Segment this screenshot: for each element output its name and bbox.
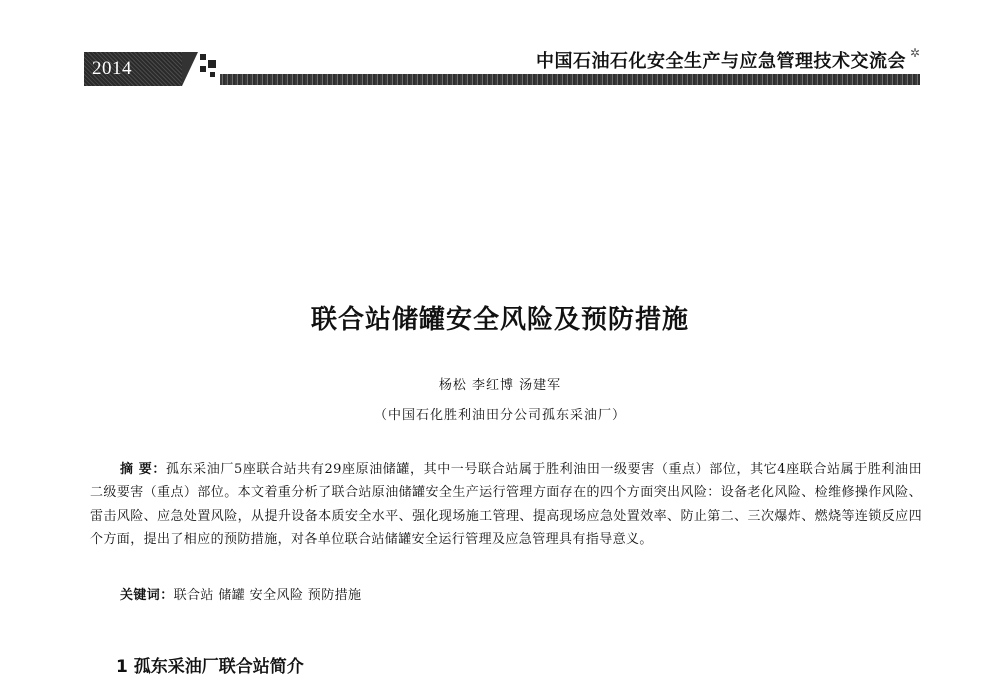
abstract-label: 摘 要：: [120, 462, 166, 477]
header-rule: [220, 74, 920, 85]
journal-title: 中国石油石化安全生产与应急管理技术交流会: [536, 51, 906, 72]
section-heading: 1 孤东采油厂联合站简介: [116, 657, 304, 677]
keywords: [120, 584, 361, 603]
keywords-text: 联合站 储罐 安全风险 预防措施: [173, 588, 362, 603]
keywords-label: 关键词：: [120, 588, 174, 603]
abstract-text: 孤东采油厂5座联合站共有29座原油储罐，其中一号联合站属于胜利油田一级要害（重点）部位，其它4座联合站属于胜利油田二级要害（重点）部位。本文着重分析了联合站原油储罐安全生产运行管理方面存在的四个方面突出风险：设备老化风险、检维修操作风险、雷击风险、应急处置风险，从提升设备本质安全水平、强化现场施工管理、提高现场应急处置效率、防止第二、三次爆炸、燃烧等连锁反应四个方面，提出了相应的预防措施，对各单位联合站储罐安全运行管理及应急管理具有指导意义。: [90, 462, 922, 548]
running-header: [84, 44, 920, 88]
paper-title: 联合站储罐安全风险及预防措施: [310, 305, 689, 335]
header-year: 2014: [92, 58, 132, 79]
paper-authors: 杨松 李红博 汤建军: [438, 378, 562, 393]
year-banner: [84, 52, 182, 86]
abstract: [90, 458, 922, 552]
decorative-squares-icon: [198, 54, 220, 82]
paper-affiliation: （中国石化胜利油田分公司孤东采油厂）: [373, 408, 626, 423]
sparkle-icon: ✲: [909, 46, 920, 60]
banner-notch: [182, 52, 198, 86]
